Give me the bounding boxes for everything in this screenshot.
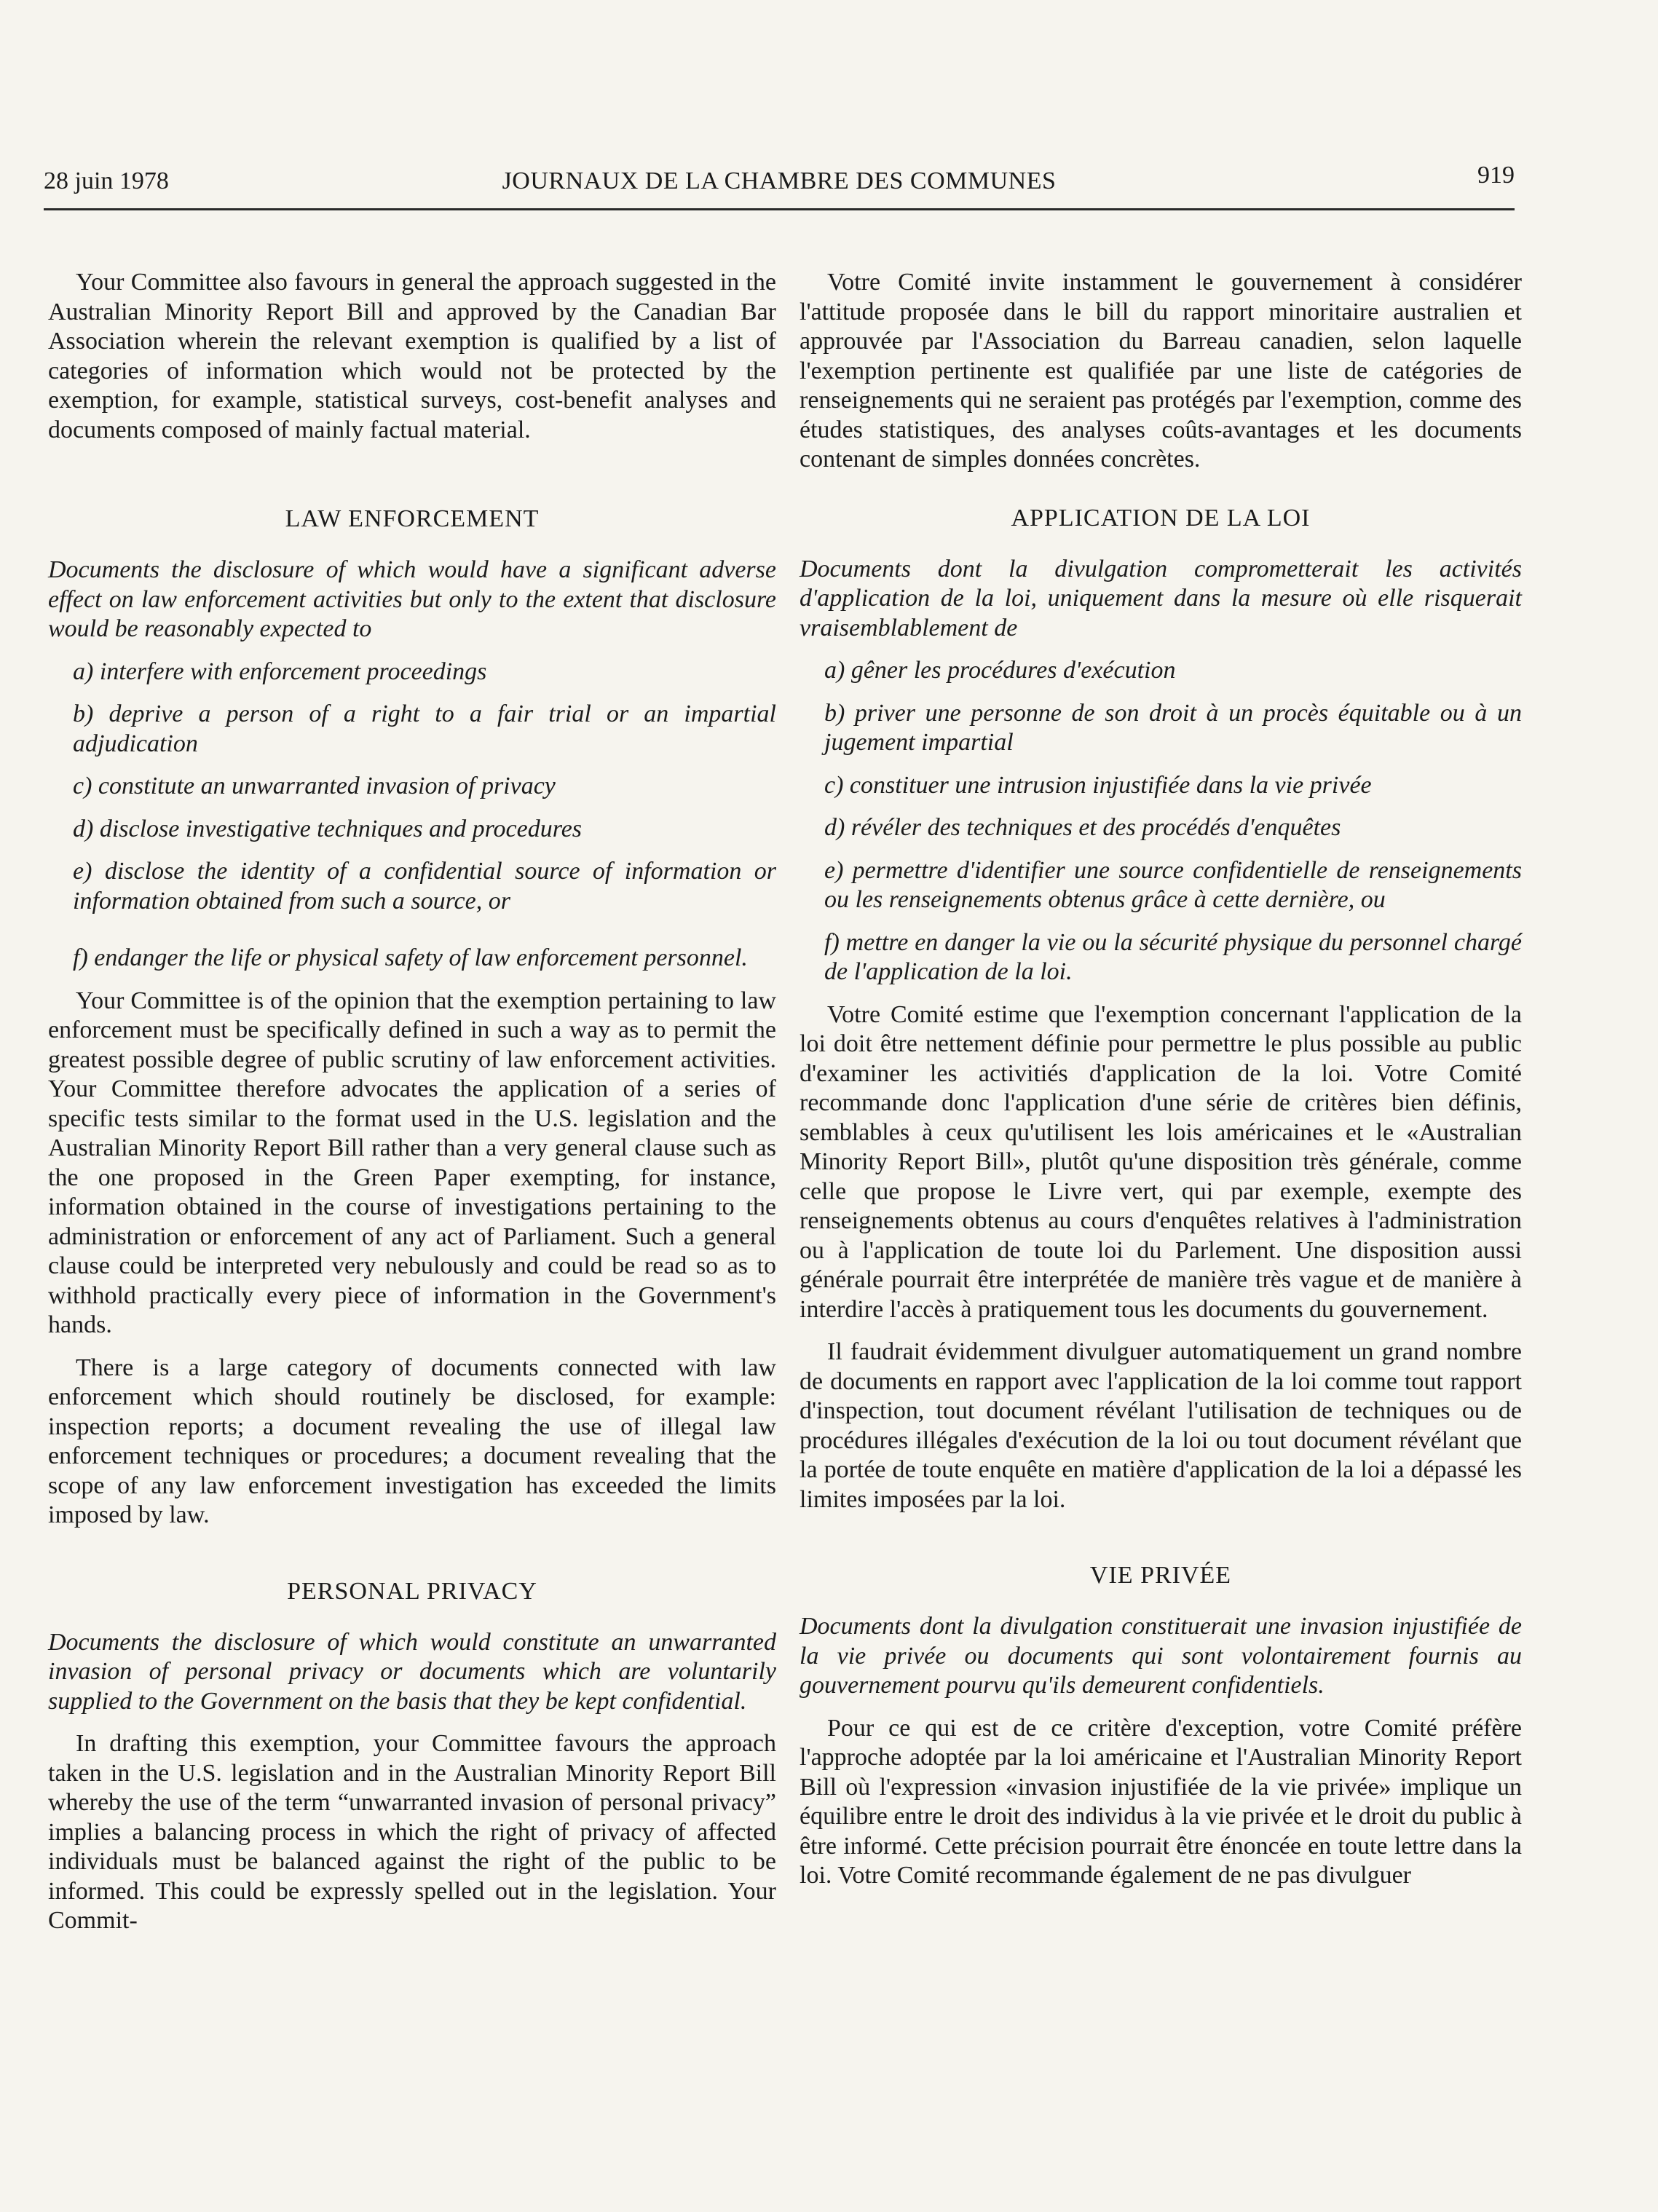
vie-privee-lead: Documents dont la divulgation constituerait une invasion injustifiée de la vie privée ou documents qui sont volontairement fournis au gouvernement pourvu qu'ils demeurent confidentiels. xyxy=(800,1613,1522,1699)
list-item: c) constitute an unwarranted invasion of privacy xyxy=(73,773,556,799)
list-item: b) priver une personne de son droit à un procès équitable ou à un jugement impartial xyxy=(824,699,1522,756)
law-enforcement-lead: Documents the disclosure of which would have a significant adverse effect on law enforcement activities but only to the extent that disclosure would be reasonably expected to xyxy=(48,556,776,642)
page-number: 919 xyxy=(1477,162,1515,189)
body-paragraph: There is a large category of documents connected with law enforcement which should routinely be disclosed, for example: inspection reports; a document revealing the use of illegal law enforcement techniques or procedures; a document revealing that the scope of any law enforcement investigation has exceeded the limits imposed by law. xyxy=(48,1354,776,1528)
page-header xyxy=(44,162,1515,210)
personal-privacy-heading: PERSONAL PRIVACY xyxy=(287,1577,537,1605)
intro-paragraph: Votre Comité invite instamment le gouvernement à considérer l'attitude proposée dans le bill du rapport minoritaire australien et approuvée par l'Association du Barreau canadien, selon laquelle l'exemption pertinente est qualifiée par une liste de catégories de renseignements qui ne seraient pas protégés par l'exemption, comme des études statistiques, des analyses coûts-avantages et les documents contenant de simples données concrètes. xyxy=(800,269,1522,473)
list-item: d) révéler des techniques et des procédés d'enquêtes xyxy=(824,814,1341,841)
list-item: b) deprive a person of a right to a fair trial or an impartial adjudication xyxy=(73,700,776,757)
list-item: a) gêner les procédures d'exécution xyxy=(824,657,1176,684)
vie-privee-heading: VIE PRIVÉE xyxy=(1089,1562,1232,1589)
body-paragraph: Il faudrait évidemment divulguer automatiquement un grand nombre de documents en rapport avec l'application de la loi comme tout rapport d'inspection, tout document révélant l'utilisation de techniques ou de procédures illégales d'exécution de la loi ou tout document révélant que la portée de toute enquête en matière d'application de la loi a dépassé les limites imposées par la loi. xyxy=(800,1338,1522,1513)
list-item: e) permettre d'identifier une source confidentielle de renseignements ou les renseignements obtenus grâce à cette dernière, ou xyxy=(824,856,1522,913)
list-item: a) interfere with enforcement proceedings xyxy=(73,657,487,685)
personal-privacy-lead: Documents the disclosure of which would constitute an unwarranted invasion of personal privacy or documents which are voluntarily supplied to the Government on the basis that they be kept confidential. xyxy=(48,1628,776,1715)
application-loi-lead: Documents dont la divulgation comprometterait les activités d'application de la loi, uniquement dans la mesure où elle risquerait vraisemblablement de xyxy=(800,555,1522,641)
list-item: e) disclose the identity of a confidential source of information or information obtained from such a source, or xyxy=(73,858,776,915)
law-enforcement-list xyxy=(48,657,776,973)
body-paragraph: In drafting this exemption, your Committee favours the approach taken in the U.S. legislation and in the Australian Minority Report Bill whereby the use of the term “unwarranted invasion of personal privacy” implies a balancing process in which the right of privacy of affected individuals must be balanced against the right of the public to be informed. This could be expressly spelled out in the legislation. Your Commit- xyxy=(48,1730,776,1934)
body-paragraph: Your Committee is of the opinion that the exemption pertaining to law enforcement must be specifically defined in such a way as to permit the greatest possible degree of public scrutiny of law enforcement activities. Your Committee therefore advocates the application of a series of specific tests similar to the format used in the U.S. legislation and the Australian Minority Report Bill rather than a very general clause such as the one proposed in the Green Paper exempting, for instance, information obtained in the course of investigations pertaining to the administration or enforcement of any act of Parliament. Such a general clause could be interpreted very nebulously and could be read so as to withhold practically every piece of information in the Government's hands. xyxy=(48,987,776,1338)
law-enforcement-heading: LAW ENFORCEMENT xyxy=(285,505,540,532)
application-loi-heading: APPLICATION DE LA LOI xyxy=(1011,504,1311,532)
list-item: d) disclose investigative techniques and procedures xyxy=(73,815,583,842)
french-column xyxy=(800,268,1522,1904)
english-column xyxy=(48,268,776,1949)
body-paragraph: Pour ce qui est de ce critère d'exception, votre Comité préfère l'approche adoptée par la loi américaine et l'Australian Minority Report Bill où l'expression «invasion injustifiée de la vie privée» implique un équilibre entre le droit des individus à la vie privée et le droit du public à être informé. Cette précision pourrait être énoncée en toute lettre dans la loi. Votre Comité recommande également de ne pas divulguer xyxy=(800,1714,1522,1889)
intro-paragraph: Your Committee also favours in general the approach suggested in the Australian Minority Report Bill and approved by the Canadian Bar Association wherein the relevant exemption is qualified by a list of categories of information which would not be protected by the exemption, for example, statistical surveys, cost-benefit analyses and documents composed of mainly factual material. xyxy=(48,269,776,443)
application-loi-list xyxy=(800,656,1522,987)
list-item: f) endanger the life or physical safety of law enforcement personnel. xyxy=(73,944,748,971)
body-paragraph: Votre Comité estime que l'exemption concernant l'application de la loi doit être nettement définie pour permettre le plus possible au public d'examiner les activitiés d'application de la loi. Votre Comité recommande donc l'application d'une série de critères bien définis, semblables à ceux qu'utilisent les lois américaines et le «Australian Minority Report Bill», plutôt qu'une disposition très générale, comme celle que propose le Livre vert, qui par exemple, exempte des renseignements obtenus au cours d'enquêtes relatives à l'administration ou à l'application de toute loi du Parlement. Une disposition aussi générale pourrait être interprétée de manière très vague et de manière à interdire l'accès à pratiquement tous les documents du gouvernement. xyxy=(800,1000,1522,1323)
list-item: f) mettre en danger la vie ou la sécurité physique du personnel chargé de l'application de la loi. xyxy=(824,928,1522,985)
list-item: c) constituer une intrusion injustifiée dans la vie privée xyxy=(824,771,1372,799)
header-date: 28 juin 1978 xyxy=(44,167,169,194)
header-title: JOURNAUX DE LA CHAMBRE DES COMMUNES xyxy=(502,167,1057,194)
